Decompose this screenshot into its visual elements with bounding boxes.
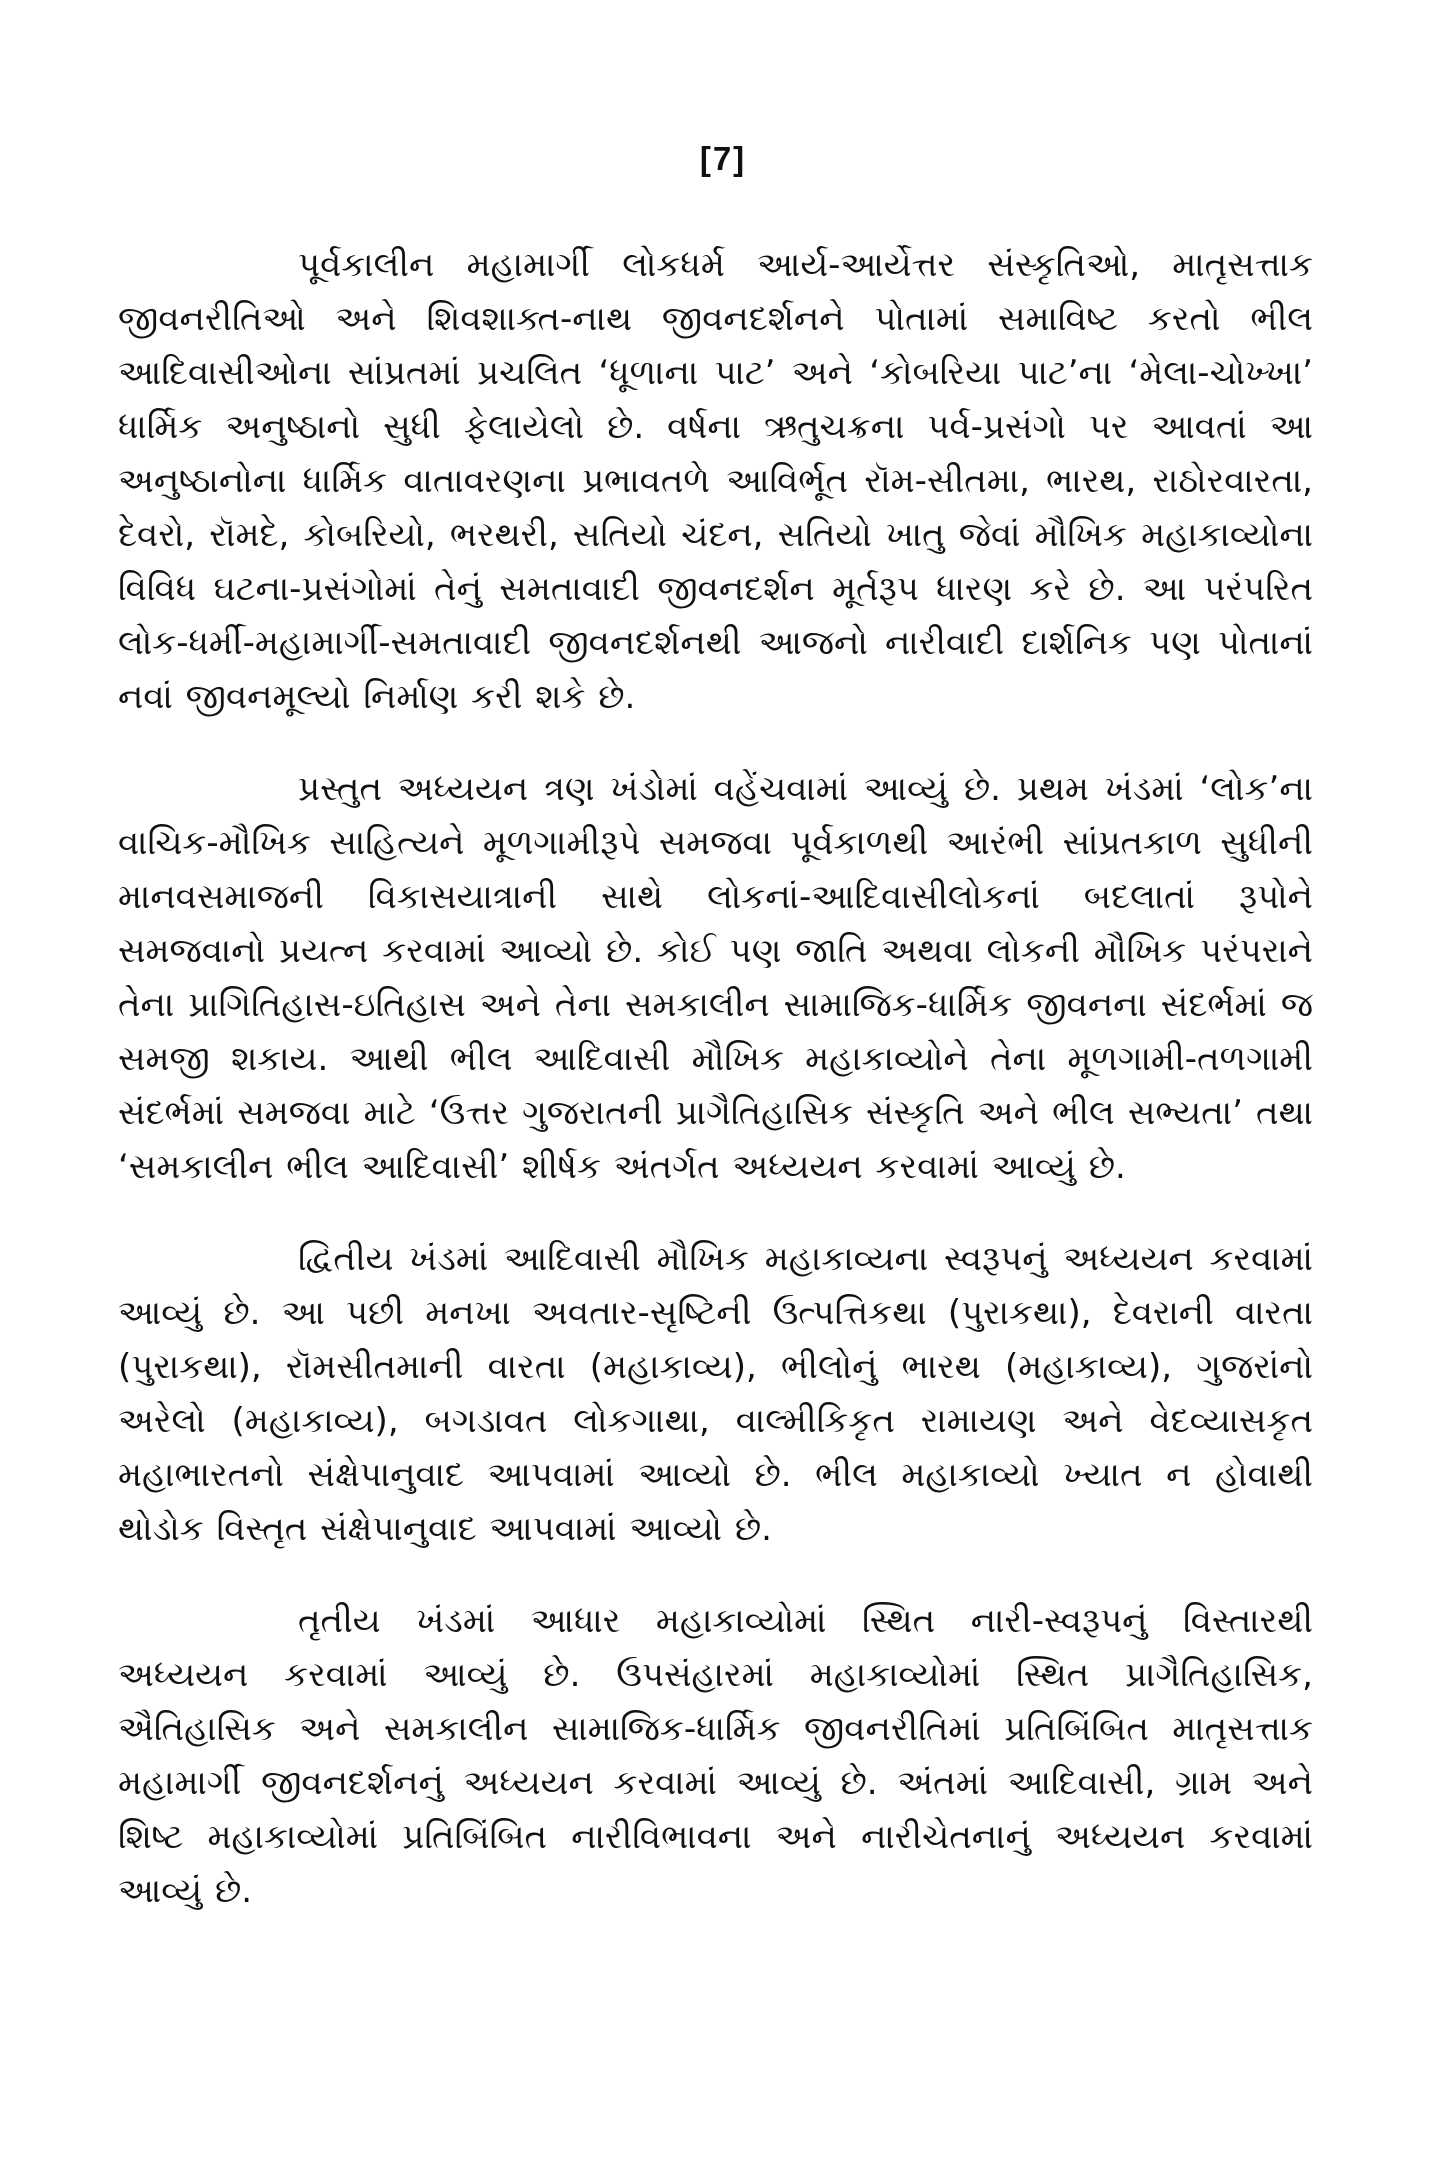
paragraph-4: તૃતીય ખંડમાં આધાર મહાકાવ્યોમાં સ્થિત નારી-સ્વરૂપનું વિસ્તારથી અધ્યયન કરવામાં આવ્યું છે. ઉપસંહારમાં મહાકાવ્યોમાં સ્થિત પ્રાગૈતિહાસિક, ઐતિહાસિક અને સમકાલીન સામાજિક-ધાર્મિક જીવનરીતિમાં પ્રતિબિંબિત માતૃસત્તાક મહામાર્ગી જીવનદર્શનનું અધ્યયન કરવામાં આવ્યું છે. અંતમાં આદિવાસી, ગ્રામ અને શિષ્ટ મહાકાવ્યોમાં પ્રતિબિંબિત નારીવિભાવના અને નારીચેતનાનું અધ્યયન કરવામાં આવ્યું છે. xyxy=(118,1601,1313,1911)
body-text xyxy=(118,238,1313,1956)
paragraph-2: પ્રસ્તુત અધ્યયન ત્રણ ખંડોમાં વહેંચવામાં આવ્યું છે. પ્રથમ ખંડમાં ‘લોક’ના વાચિક-મૌખિક સાહિત્યને મૂળગામીરૂપે સમજવા પૂર્વકાળથી આરંભી સાંપ્રતકાળ સુધીની માનવસમાજની વિકાસયાત્રાની સાથે લોકનાં-આદિવાસીલોકનાં બદલાતાં રૂપોને સમજવાનો પ્રયત્ન કરવામાં આવ્યો છે. કોઈ પણ જાતિ અથવા લોકની મૌખિક પરંપરાને તેના પ્રાગિતિહાસ-ઇતિહાસ અને તેના સમકાલીન સામાજિક-ધાર્મિક જીવનના સંદર્ભમાં જ સમજી શકાય. આથી ભીલ આદિવાસી મૌખિક મહાકાવ્યોને તેના મૂળગામી-તળગામી સંદર્ભમાં સમજવા માટે ‘ઉત્તર ગુજરાતની પ્રાગૈતિહાસિક સંસ્કૃતિ અને ભીલ સભ્યતા’ તથા ‘સમકાલીન ભીલ આદિવાસી’ શીર્ષક અંતર્ગત અધ્યયન કરવામાં આવ્યું છે. xyxy=(118,769,1313,1187)
paragraph-3: દ્વિતીય ખંડમાં આદિવાસી મૌખિક મહાકાવ્યના સ્વરૂપનું અધ્યયન કરવામાં આવ્યું છે. આ પછી મનખા અવતાર-સૃષ્ટિની ઉત્પત્તિકથા (પુરાકથા), દેવરાની વારતા (પુરાકથા), રૉમસીતમાની વારતા (મહાકાવ્ય), ભીલોનું ભારથ (મહાકાવ્ય), ગુજરાંનો અરેલો (મહાકાવ્ય), બગડાવત લોકગાથા, વાલ્મીકિકૃત રામાયણ અને વેદવ્યાસકૃત મહાભારતનો સંક્ષેપાનુવાદ આપવામાં આવ્યો છે. ભીલ મહાકાવ્યો ખ્યાત ન હોવાથી થોડોક વિસ્તૃત સંક્ષેપાનુવાદ આપવામાં આવ્યો છે. xyxy=(118,1239,1313,1549)
paragraph-1: પૂર્વકાલીન મહામાર્ગી લોકધર્મ આર્ય-આર્યેત્તર સંસ્કૃતિઓ, માતૃસત્તાક જીવનરીતિઓ અને શિવશાક્ત-નાથ જીવનદર્શનને પોતામાં સમાવિષ્ટ કરતો ભીલ આદિવાસીઓના સાંપ્રતમાં પ્રચલિત ‘ધૂળાના પાટ’ અને ‘કોબરિયા પાટ’ના ‘મેલા-ચોખ્ખા’ ધાર્મિક અનુષ્ઠાનો સુધી ફેલાયેલો છે. વર્ષના ઋતુચક્રના પર્વ-પ્રસંગો પર આવતાં આ અનુષ્ઠાનોના ધાર્મિક વાતાવરણના પ્રભાવતળે આવિર્ભૂત રૉમ-સીતમા, ભારથ, રાઠોરવારતા, દેવરો, રૉમદે, કોબરિયો, ભરથરી, સતિયો ચંદન, સતિયો ખાતુ જેવાં મૌખિક મહાકાવ્યોના વિવિધ ઘટના-પ્રસંગોમાં તેનું સમતાવાદી જીવનદર્શન મૂર્તરૂપ ધારણ કરે છે. આ પરંપરિત લોક-ધર્મી-મહામાર્ગી-સમતાવાદી જીવનદર્શનથી આજનો નારીવાદી દાર્શનિક પણ પોતાનાં નવાં જીવનમૂલ્યો નિર્માણ કરી શકે છે. xyxy=(118,245,1313,717)
page-number: [7] xyxy=(699,140,747,177)
